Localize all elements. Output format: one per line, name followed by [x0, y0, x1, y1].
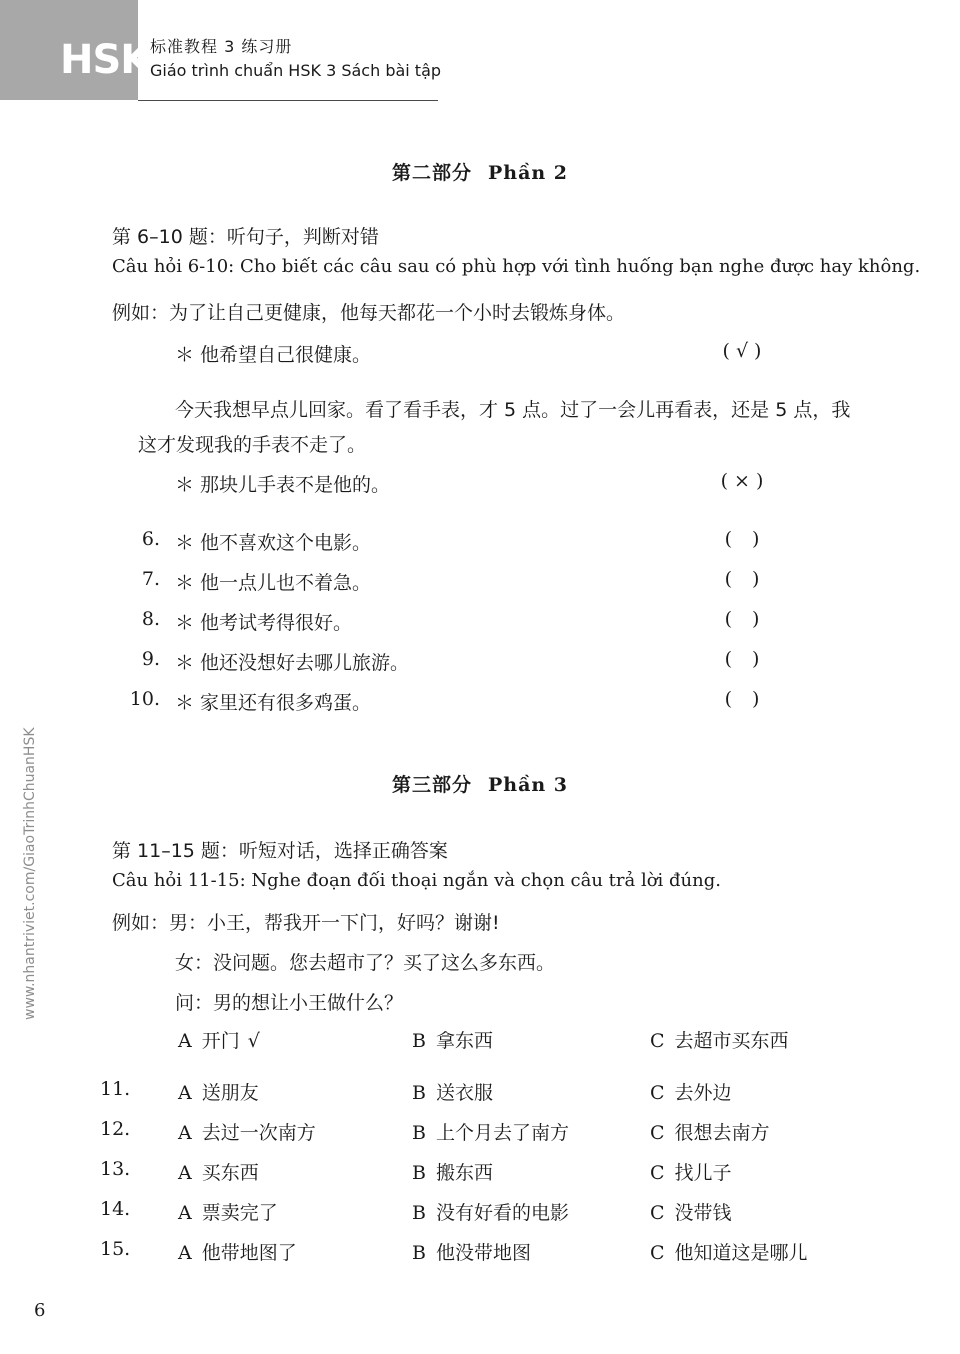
part3-question-row	[0, 1158, 960, 1198]
option-letter: B	[412, 1242, 426, 1264]
answer-bracket[interactable]: ( )	[724, 528, 766, 550]
option-letter: A	[178, 1122, 192, 1144]
answer-option[interactable]	[650, 1158, 732, 1185]
part2-example1-answer-mark: √	[735, 340, 755, 362]
answer-option[interactable]	[650, 1238, 808, 1265]
part2-instruction-chinese: 第 6–10 题：听句子，判断对错	[112, 226, 379, 248]
part2-example1-answer: (√)	[722, 340, 768, 362]
part3-heading-vietnamese: Phần 3	[487, 774, 569, 796]
option-text: 去超市买东西	[674, 1030, 789, 1052]
part3-question-row	[0, 1078, 960, 1118]
option-text: 很想去南方	[674, 1122, 770, 1144]
part3-heading	[0, 770, 960, 797]
part3-example-options	[0, 1026, 960, 1066]
part3-question-row	[0, 1198, 960, 1238]
part2-example1-prompt: 例如：为了让自己更健康，他每天都花一个小时去锻炼身体。	[112, 302, 626, 324]
question-number: 7.	[141, 568, 160, 590]
question-number: 11.	[100, 1078, 131, 1100]
option-letter: C	[650, 1162, 665, 1184]
part2-question-row	[0, 648, 960, 688]
answer-bracket[interactable]: ( )	[724, 608, 766, 630]
answer-option[interactable]	[412, 1238, 531, 1265]
option-text: 上个月去了南方	[435, 1122, 569, 1144]
page-number: 6	[34, 1300, 46, 1321]
header-divider	[138, 100, 438, 101]
answer-option[interactable]	[412, 1158, 493, 1185]
question-number: 13.	[100, 1158, 131, 1180]
option-text: 开门	[201, 1030, 240, 1052]
part3-example-line-question: 问：男的想让小王做什么？	[175, 992, 404, 1014]
part3-instruction-vietnamese: Câu hỏi 11-15: Nghe đoạn đối thoại ngắn và chọn câu trả lời đúng.	[112, 870, 721, 891]
part2-heading-vietnamese: Phần 2	[487, 162, 569, 184]
option-letter: C	[650, 1030, 665, 1052]
part2-question-row	[0, 608, 960, 648]
part2-example1-statement: ＊ 他希望自己很健康。	[175, 344, 372, 366]
option-text: 搬东西	[435, 1162, 493, 1184]
question-number: 14.	[100, 1198, 131, 1220]
option-text: 他带地图了	[201, 1242, 297, 1264]
option-text: 没有好看的电影	[435, 1202, 569, 1224]
part3-example-option-c[interactable]	[650, 1026, 789, 1053]
hsk-logo-text: HSK	[60, 37, 151, 83]
part3-example-line-female: 女：没问题。您去超市了？买了这么多东西。	[175, 952, 556, 974]
option-letter: C	[650, 1242, 665, 1264]
part2-heading-chinese: 第二部分	[391, 162, 472, 184]
option-text: 去外边	[674, 1082, 732, 1104]
option-text: 送衣服	[435, 1082, 493, 1104]
option-text: 找儿子	[674, 1162, 732, 1184]
question-number: 6.	[141, 528, 160, 550]
answer-option[interactable]	[650, 1118, 770, 1145]
part2-example2-paragraph-line2: 这才发现我的手表不走了。	[138, 434, 367, 456]
part3-instruction-chinese: 第 11–15 题：听短对话，选择正确答案	[112, 840, 448, 862]
option-letter: C	[650, 1122, 665, 1144]
option-letter: A	[178, 1202, 192, 1224]
answer-option[interactable]	[412, 1078, 493, 1105]
option-letter: A	[178, 1242, 192, 1264]
part2-question-row	[0, 528, 960, 568]
header-title-group	[150, 36, 850, 82]
question-number: 10.	[129, 688, 160, 710]
answer-option[interactable]	[412, 1198, 569, 1225]
option-text: 票卖完了	[201, 1202, 278, 1224]
part3-example-line-male: 例如：男：小王，帮我开一下门，好吗？谢谢!	[112, 912, 500, 934]
option-text: 去过一次南方	[201, 1122, 316, 1144]
option-letter: B	[412, 1030, 426, 1052]
part3-question-row	[0, 1238, 960, 1278]
part3-question-row	[0, 1118, 960, 1158]
part2-example2-answer-mark: ×	[734, 470, 756, 492]
option-letter: A	[178, 1162, 192, 1184]
option-letter: B	[412, 1122, 426, 1144]
option-letter: C	[650, 1082, 665, 1104]
answer-option[interactable]	[412, 1118, 569, 1145]
option-text: 买东西	[201, 1162, 259, 1184]
part2-instruction-vietnamese: Câu hỏi 6-10: Cho biết các câu sau có phù hợp với tình huống bạn nghe được hay không.	[112, 256, 921, 277]
question-statement: ＊ 他一点儿也不着急。	[175, 572, 372, 594]
option-text: 没带钱	[674, 1202, 732, 1224]
part3-heading-chinese: 第三部分	[391, 774, 472, 796]
option-letter: B	[412, 1162, 426, 1184]
answer-option[interactable]	[178, 1158, 259, 1185]
question-statement: ＊ 他不喜欢这个电影。	[175, 532, 372, 554]
option-text: 送朋友	[201, 1082, 259, 1104]
part2-question-row	[0, 568, 960, 608]
option-letter: B	[412, 1202, 426, 1224]
answer-bracket[interactable]: ( )	[724, 568, 766, 590]
answer-bracket[interactable]: ( )	[724, 688, 766, 710]
option-text: 他没带地图	[435, 1242, 531, 1264]
part2-example2-answer: (×)	[720, 470, 770, 492]
header-title-vietnamese: Giáo trình chuẩn HSK 3 Sách bài tập	[150, 60, 442, 80]
answer-option[interactable]	[650, 1198, 732, 1225]
option-text: 拿东西	[435, 1030, 493, 1052]
answer-bracket[interactable]: ( )	[724, 648, 766, 670]
question-number: 8.	[141, 608, 160, 630]
option-letter: C	[650, 1202, 665, 1224]
part2-example2-paragraph-line1: 今天我想早点儿回家。看了看手表，才 5 点。过了一会儿再看表，还是 5 点，我	[175, 399, 851, 421]
part3-example-option-a[interactable]	[178, 1026, 260, 1053]
part2-question-row	[0, 688, 960, 728]
page-header	[0, 0, 960, 104]
option-letter: A	[178, 1030, 192, 1052]
question-number: 9.	[141, 648, 160, 670]
question-number: 12.	[100, 1118, 131, 1140]
header-title-chinese: 标准教程 3 练习册	[150, 37, 293, 56]
answer-option[interactable]	[178, 1118, 316, 1145]
option-text: 他知道这是哪儿	[674, 1242, 808, 1264]
option-letter: A	[178, 1082, 192, 1104]
check-icon: √	[247, 1030, 260, 1052]
part2-heading	[0, 158, 960, 185]
question-number: 15.	[100, 1238, 131, 1260]
question-statement: ＊ 他考试考得很好。	[175, 612, 353, 634]
part2-example2-statement: ＊ 那块儿手表不是他的。	[175, 474, 391, 496]
answer-option[interactable]	[178, 1238, 297, 1265]
answer-option[interactable]	[650, 1078, 732, 1105]
question-statement: ＊ 家里还有很多鸡蛋。	[175, 692, 372, 714]
answer-option[interactable]	[178, 1078, 259, 1105]
watermark-url: www.nhantriviet.com/GiaoTrinhChuanHSK	[22, 727, 38, 1020]
question-statement: ＊ 他还没想好去哪儿旅游。	[175, 652, 410, 674]
option-letter: B	[412, 1082, 426, 1104]
answer-option[interactable]	[178, 1198, 278, 1225]
part3-example-option-b[interactable]	[412, 1026, 493, 1053]
